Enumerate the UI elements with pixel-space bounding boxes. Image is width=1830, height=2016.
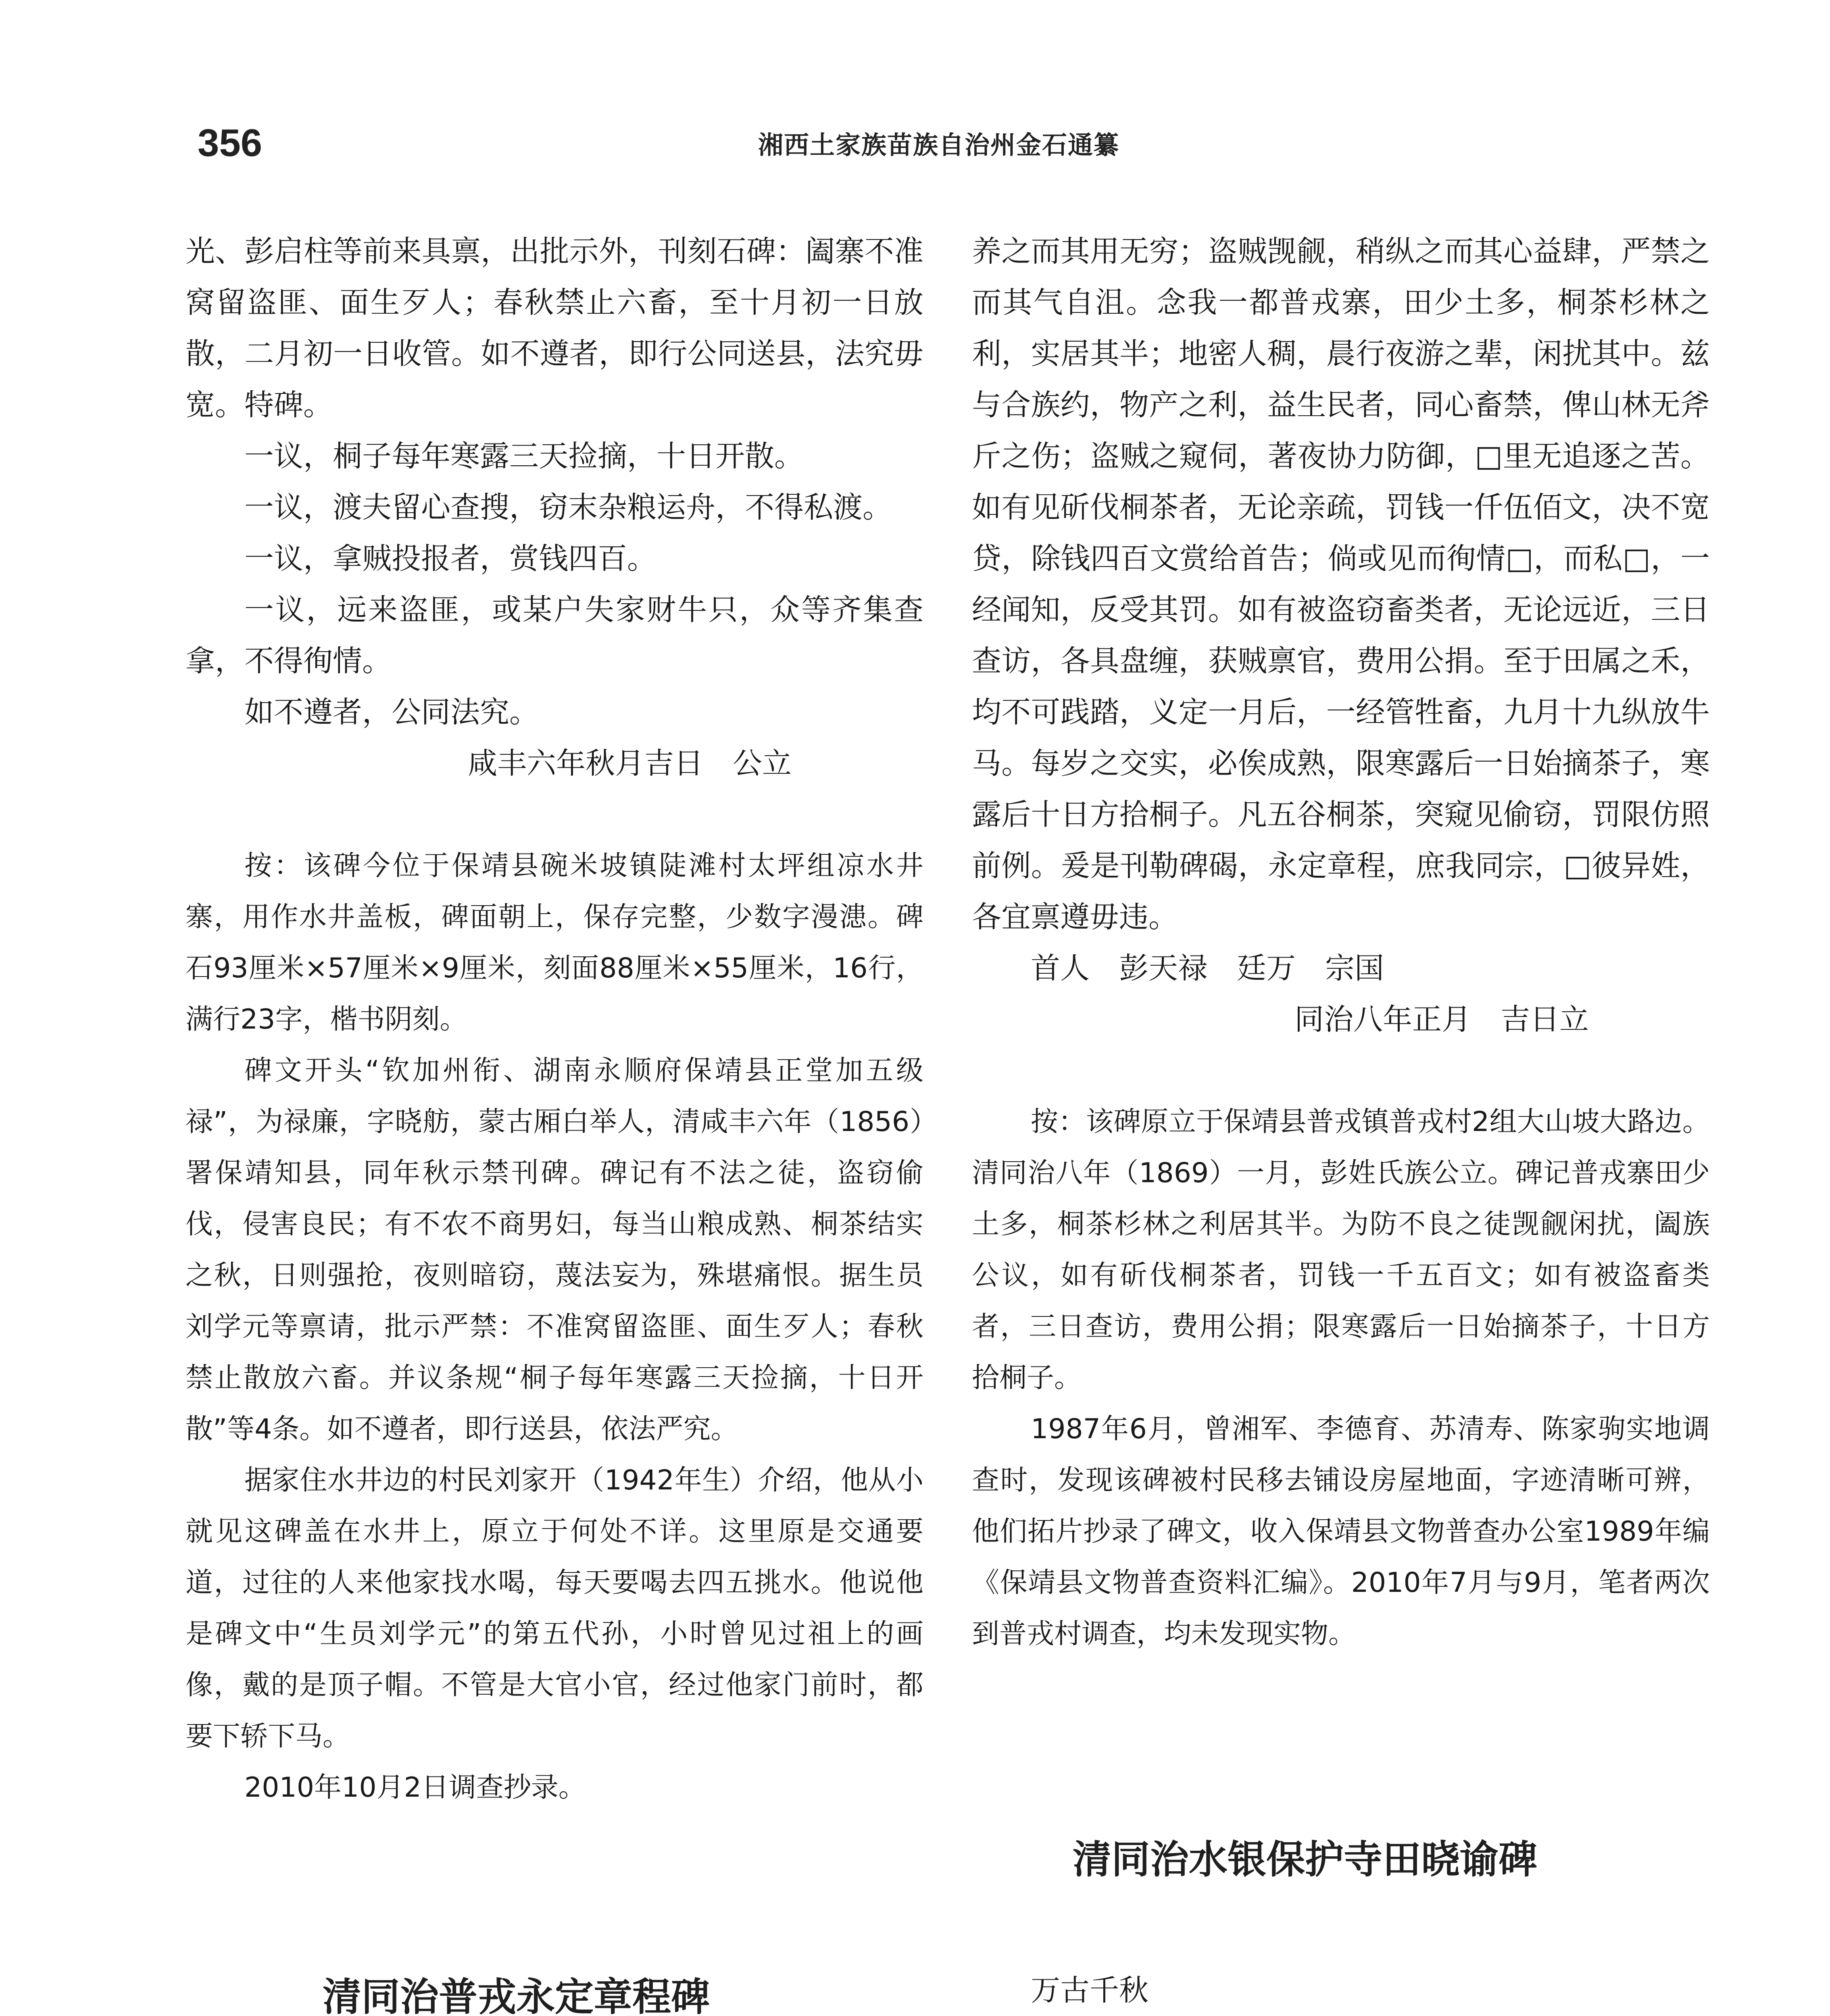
- running-title: 湘西土家族苗族自治州金石通纂: [758, 130, 1120, 160]
- note-paragraph: 据家住水井边的村民刘家开（1942年生）介绍，他从小就见这碑盖在水井上，原立于何处不详。这里原是交通要道，过往的人来他家找水喝，每天要喝去四五挑水。他说他是碑文中“生员刘学元”的第五代孙，小时曾见过祖上的画像，戴的是顶子帽。不管是大官小官，经过他家门前时，都要下轿下马。: [186, 1464, 923, 1752]
- spacer: [186, 789, 923, 840]
- inscription-rule: 一议，拿贼投报者，赏钱四百。: [244, 541, 657, 576]
- note-paragraph: 碑文开头“钦加州衔、湖南永顺府保靖县正堂加五级禄”，为禄廉，字晓舫，蒙古厢白举人，清咸丰六年（1856）署保靖知县，同年秋示禁刊碑。碑记有不法之徒，盗窃偷伐，侵害良民；有不农不商男妇，每当山粮成熟、桐茶结实之秋，日则强抢，夜则暗窃，蔑法妄为，殊堪痛恨。据生员刘学元等禀请，批示严禁：不准窝留盗匪、面生歹人；春秋禁止散放六畜。并议条规“桐子每年寒露三天捡摘，十日开散”等4条。如不遵者，即行送县，依法严究。: [186, 1055, 923, 1445]
- spacer: [972, 1884, 1710, 1965]
- spacer: [186, 1813, 923, 1966]
- right-column: [972, 226, 1710, 2016]
- inscription-rule: 一议，远来盗匪，或某户失家财牛只，众等齐集查拿，不得徇情。: [186, 593, 923, 678]
- inscription-signature: 咸丰六年秋月吉日 公立: [468, 746, 792, 781]
- left-column: [186, 226, 923, 2016]
- inscription-paragraph: 光、彭启柱等前来具禀，出批示外，刊刻石碑：阖寨不准窝留盗匪、面生歹人；春秋禁止六畜，至十月初一日放散，二月初一日收管。如不遵者，即行公同送县，法究毋宽。特碑。: [186, 234, 923, 422]
- note-paragraph: 1987年6月，曾湘军、李德育、苏清寿、陈家驹实地调查时，发现该碑被村民移去铺设房屋地面，字迹清晰可辨，他们拓片抄录了碑文，收入保靖县文物普查办公室1989年编《保靖县文物普查资料汇编》。2010年7月与9月，笔者两次到普戎村调查，均未发现实物。: [972, 1413, 1710, 1650]
- section-title: 清同治普戎永定章程碑: [323, 1974, 710, 2016]
- section-title: 清同治水银保护寺田晓谕碑: [1073, 1837, 1537, 1882]
- inscription-paragraph: 养之而其用无穷；盗贼觊觎，稍纵之而其心益肆，严禁之而其气自沮。念我一都普戎寨，田少土多，桐茶杉林之利，实居其半；地密人稠，晨行夜游之辈，闲扰其中。兹与合族约，物产之利，益生民者，同心畜禁，俾山林无斧斤之伤；盗贼之窥伺，著夜协力防御，□里无追逐之苦。如有见斫伐桐茶者，无论亲疏，罚钱一仟伍佰文，决不宽贷，除钱四百文赏给首告；倘或见而徇情□，而私□，一经闻知，反受其罚。如有被盗窃畜类者，无论远近，三日查访，各具盘缠，获贼禀官，费用公捐。至于田属之禾，均不可践踏，义定一月后，一经管牲畜，九月十九纵放牛马。每岁之交实，必俟成熟，限寒露后一日始摘茶子，寒露后十日方拾桐子。凡五谷桐茶，突窥见偷窃，罚限仿照前例。爰是刊勒碑碣，永定章程，庶我同宗，□彼异姓，各宜禀遵毋违。: [972, 234, 1710, 934]
- spacer: [972, 1045, 1710, 1096]
- inscription-rule: 一议，渡夫留心查搜，窃末杂粮运舟，不得私渡。: [244, 490, 892, 525]
- note-paragraph: 按：该碑原立于保靖县普戎镇普戎村2组大山坡大路边。清同治八年（1869）一月，彭姓氏族公立。碑记普戎寨田少土多，桐茶杉林之利居其半。为防不良之徒觊觎闲扰，阖族公议，如有斫伐桐茶者，罚钱一千五百文；如有被盗畜类者，三日查访，费用公捐；限寒露后一日始摘茶子，十日方拾桐子。: [972, 1106, 1710, 1394]
- note-date: 2010年10月2日调查抄录。: [244, 1772, 586, 1804]
- page-number: 356: [198, 121, 263, 165]
- inscription-closing: 如不遵者，公同法究。: [244, 695, 539, 729]
- spacer: [972, 1660, 1710, 1829]
- note-paragraph: 按：该碑今位于保靖县碗米坡镇陡滩村太坪组凉水井寨，用作水井盖板，碑面朝上，保存完整，少数字漫漶。碑石93厘米×57厘米×9厘米，刻面88厘米×55厘米，16行，满行23字，楷书阴刻。: [186, 850, 923, 1035]
- inscription-heading: 万古千秋: [1031, 1973, 1148, 2008]
- page-header: [0, 0, 1830, 185]
- inscription-rule: 一议，桐子每年寒露三天捡摘，十日开散。: [244, 439, 804, 473]
- inscription-leaders: 首人 彭天禄 廷万 宗国: [1031, 951, 1384, 985]
- inscription-date: 同治八年正月 吉日立: [1294, 1002, 1589, 1037]
